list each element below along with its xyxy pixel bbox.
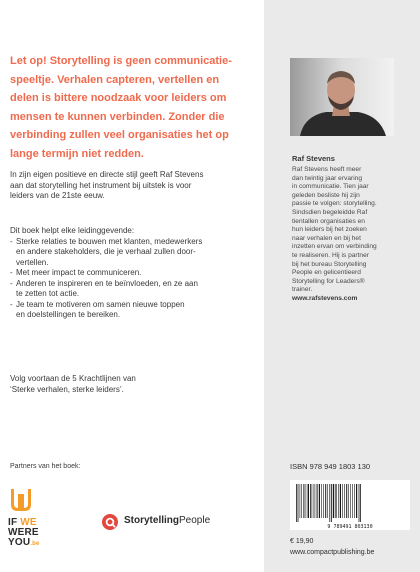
barcode-bar (331, 484, 332, 522)
barcode-bar (350, 484, 351, 518)
barcode-bar (310, 484, 311, 518)
publisher-website[interactable]: www.compactpublishing.be (290, 549, 375, 556)
ifwewere-logo (8, 488, 68, 560)
bio-line: trainer. (292, 286, 313, 294)
barcode-bar (348, 484, 349, 518)
barcode-bar (315, 484, 316, 518)
bio-line: te realiseren. Hij is partner (292, 251, 369, 259)
benefit-item (10, 268, 260, 279)
barcode-bar (313, 484, 314, 518)
barcode-bar (306, 484, 307, 518)
barcode-bar (340, 484, 341, 518)
barcode-bar (303, 484, 304, 518)
bio-line: Storytelling for Leaders® (292, 277, 365, 285)
intro-line: speeltje. Verhalen capteren, vertellen en (10, 73, 220, 86)
benefits-heading: Dit boek helpt elke leidinggevende: (10, 226, 135, 235)
isbn-number: ISBN 978 949 1803 130 (290, 462, 371, 471)
benefit-line: - Sterke relaties te bouwen met klanten, medewerkers (16, 236, 203, 246)
barcode-bar (300, 484, 301, 518)
lead-line: In zijn eigen positieve en directe stijl geeft Raf Stevens (10, 170, 204, 179)
benefit-line: en doelstellingen te bereiken. (16, 310, 121, 319)
bio-line: bij het bureau Storytelling (292, 260, 367, 268)
benefit-line: - Anderen te inspireren en te beïnvloeden, en ze aan (16, 278, 198, 288)
intro-quote (10, 52, 262, 163)
bio-line: Sindsdien begeleidde Raf (292, 208, 368, 216)
bio-line: dan twintig jaar ervaring (292, 174, 363, 182)
closing-line: Volg voortaan de 5 Krachtlijnen van (10, 374, 136, 383)
author-photo (290, 58, 394, 136)
storytelling-people-icon (102, 514, 118, 530)
barcode-bar (360, 484, 361, 522)
bio-line: People en gelicentieerd (292, 269, 361, 277)
benefit-item (10, 279, 260, 300)
barcode-bar (319, 484, 320, 518)
barcode-bar (308, 484, 309, 518)
barcode-digits: 9 789491 803130 (327, 524, 373, 530)
barcode-bar (296, 484, 297, 522)
logo-text: YOU (8, 537, 31, 548)
intro-line: Let op! Storytelling is geen communicatie- (10, 55, 232, 67)
barcode-bar (335, 484, 336, 518)
benefit-item (10, 300, 260, 321)
benefit-line: en andere stakeholders, die je verhaal zullen door- (16, 247, 196, 256)
bio-line: passie te volgen: storytelling. (292, 200, 377, 208)
bio-line: inzetten ervan om verbinding (292, 243, 377, 251)
barcode-image (290, 480, 410, 530)
barcode-bar (356, 484, 357, 518)
bio-line: hun leiders bij het zoeken (292, 226, 367, 234)
logo-text: WERE (8, 527, 39, 538)
storytelling-people-name (124, 515, 210, 526)
lead-line: leiders van de 21ste eeuw. (10, 191, 105, 200)
barcode-bar (354, 484, 355, 518)
barcode-bar (317, 484, 318, 518)
logo-text: .be (30, 541, 40, 547)
price: € 19,90 (290, 538, 314, 545)
bio-line: Raf Stevens heeft meer (292, 166, 362, 173)
benefits-list (10, 237, 260, 321)
barcode-bar (359, 484, 360, 522)
bio-line: in communicatie. Tien jaar (292, 183, 369, 191)
barcode-bar (327, 484, 328, 518)
benefit-line: - Je team te motiveren om samen nieuwe toppen (16, 299, 185, 309)
intro-line: verbinding zullen veel organisaties het op (10, 129, 229, 141)
closing-line: ‘Sterke verhalen, sterke leiders’. (10, 384, 124, 394)
author-name: Raf Stevens (292, 154, 335, 163)
closing-paragraph (10, 374, 260, 395)
benefit-line: vertellen. (16, 257, 49, 267)
bio-line: tientallen organisaties en (292, 217, 365, 225)
logo-text: WE (20, 517, 37, 528)
author-bio (292, 166, 408, 304)
benefit-line: - Met meer impact te communiceren. (16, 268, 142, 277)
barcode-bar (344, 484, 345, 518)
logo-text: People (179, 515, 211, 526)
barcode-bar (346, 484, 347, 518)
barcode-bar (333, 484, 334, 518)
benefit-line: te zetten tot actie. (16, 289, 80, 298)
intro-line: delen is bittere noodzaak voor leiders om (10, 92, 227, 104)
intro-line: lange termijn niet redden. (10, 147, 144, 160)
bio-line: naar verhalen en bij het (292, 234, 361, 242)
lead-line: aan dat storytelling het instrument bij uitstek is voor (10, 180, 192, 190)
barcode-bar (352, 484, 353, 518)
barcode-bar (338, 484, 339, 518)
logo-line (8, 538, 40, 549)
barcode-bar (298, 484, 299, 522)
benefit-item (10, 237, 260, 269)
barcode-bar (301, 484, 302, 518)
w-logo-icon (10, 488, 32, 512)
barcode-bar (329, 484, 330, 522)
bio-line: geleden besliste hij zijn (292, 191, 360, 199)
storytelling-people-logo (102, 512, 232, 532)
author-website[interactable]: www.rafstevens.com (292, 294, 358, 302)
benefits-section (10, 226, 260, 321)
logo-text: IF (8, 517, 18, 528)
partners-label: Partners van het boek: (10, 463, 81, 470)
lead-paragraph (10, 170, 260, 202)
barcode-bar (342, 484, 343, 518)
author-portrait-image (290, 58, 394, 136)
intro-line: mensen te kunnen verbinden. Zonder die (10, 110, 225, 123)
barcode-bar (323, 484, 324, 518)
logo-text: Storytelling (124, 515, 180, 526)
barcode-bar (321, 484, 322, 518)
barcode-bar (325, 484, 326, 518)
